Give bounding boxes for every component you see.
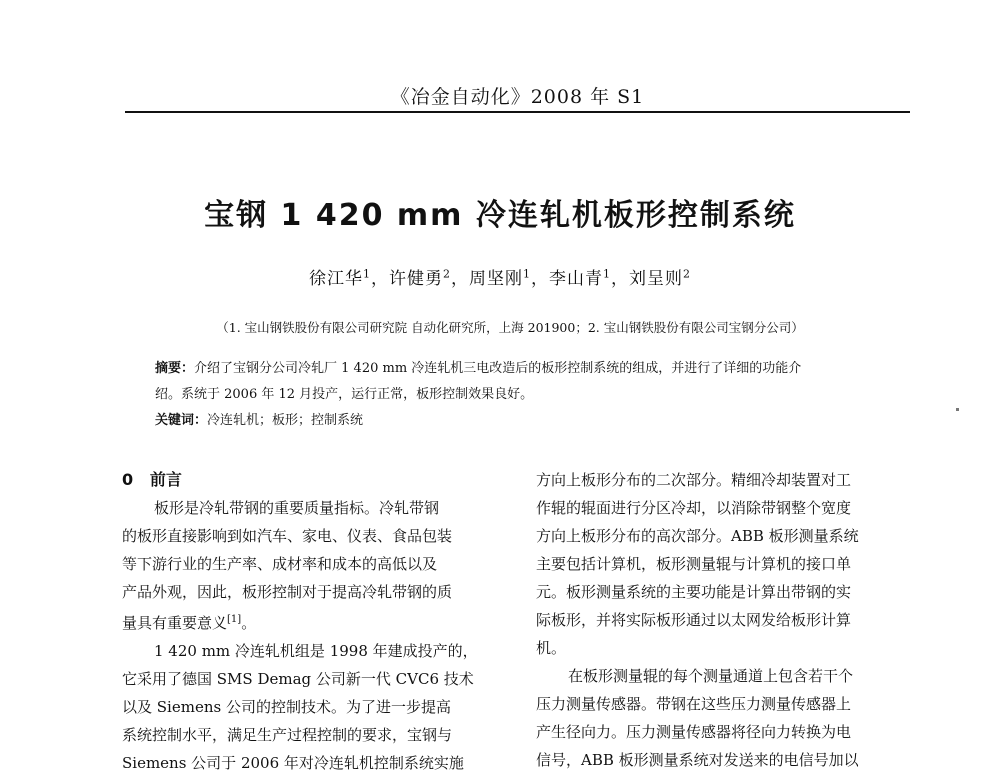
- scan-speck: [956, 408, 959, 411]
- body-line: [122, 606, 502, 637]
- body-line: 作辊的辊面进行分区冷却，以消除带钢整个宽度: [536, 499, 852, 517]
- abstract-text: 介绍了宝钢分公司冷轧厂 1 420 mm 冷连轧机三电改造后的板形控制系统的组成，并进行了详细的功能介: [194, 361, 802, 376]
- body-line: 以及 Siemens 公司的控制技术。为了进一步提高: [122, 698, 451, 716]
- author-name: 刘呈则: [629, 269, 683, 289]
- body-line: 方向上板形分布的二次部分。精细冷却装置对工: [536, 471, 852, 489]
- journal-header: 《冶金自动化》2008 年 S1: [390, 86, 645, 108]
- author-affiliation-mark: 1: [363, 267, 371, 281]
- body-line: Siemens 公司于 2006 年对冷连轧机控制系统实施: [122, 754, 464, 772]
- author-affiliation-mark: 1: [603, 267, 611, 281]
- keywords-label: 关键词：: [155, 413, 208, 428]
- body-line: 信号，ABB 板形测量系统对发送来的电信号加以: [536, 751, 859, 769]
- body-line: 元。板形测量系统的主要功能是计算出带钢的实: [536, 583, 852, 601]
- author-name: 许健勇: [389, 269, 443, 289]
- body-line: 压力测量传感器。带钢在这些压力测量传感器上: [536, 695, 852, 713]
- body-text: 量具有重要意义: [122, 614, 228, 632]
- author-affiliation-mark: 2: [443, 267, 451, 281]
- keywords-line: [155, 408, 885, 434]
- author-name: 徐江华: [309, 269, 363, 289]
- body-line: 产品外观，因此，板形控制对于提高冷轧带钢的质: [122, 583, 453, 601]
- affiliation: （1. 宝山钢铁股份有限公司研究院 自动化研究所，上海 201900；2. 宝山钢铁股份有限公司宝钢分公司）: [216, 320, 804, 335]
- keywords-text: 冷连轧机；板形；控制系统: [207, 413, 364, 428]
- abstract-block: [155, 356, 885, 434]
- author-affiliation-mark: 1: [523, 267, 531, 281]
- header-rule: [125, 111, 910, 113]
- body-line: 际板形，并将实际板形通过以太网发给板形计算: [536, 611, 852, 629]
- body-line: 板形是冷轧带钢的重要质量指标。冷轧带钢: [154, 499, 440, 517]
- body-line: 的板形直接影响到如汽车、家电、仪表、食品包装: [122, 527, 453, 545]
- body-line: 主要包括计算机，板形测量辊与计算机的接口单: [536, 555, 852, 573]
- body-line: 1 420 mm 冷连轧机组是 1998 年建成投产的，: [154, 642, 478, 660]
- body-line: 它采用了德国 SMS Demag 公司新一代 CVC6 技术: [122, 670, 474, 688]
- body-line: 等下游行业的生产率、成材率和成本的高低以及: [122, 555, 438, 573]
- right-column: [536, 466, 912, 774]
- body-line: 机。: [536, 639, 567, 657]
- abstract-line: [155, 356, 885, 382]
- body-line: 系统控制水平，满足生产过程控制的要求，宝钢与: [122, 726, 453, 744]
- section-heading: [122, 466, 502, 494]
- body-line: 在板形测量辊的每个测量通道上包含若干个: [568, 667, 854, 685]
- body-text: 。: [241, 614, 257, 632]
- body-line: 产生径向力。压力测量传感器将径向力转换为电: [536, 723, 852, 741]
- left-column: [122, 466, 502, 777]
- abstract-label: 摘要：: [155, 361, 195, 376]
- author-list: 徐江华$^1$，许健勇$^2$，周坚刚$^1$，李山青$^1$，刘呈则$^2$: [309, 267, 691, 289]
- body-line: 方向上板形分布的高次部分。ABB 板形测量系统: [536, 527, 859, 545]
- section-title: 前言: [149, 470, 182, 489]
- section-number: 0: [122, 470, 134, 489]
- author-name: 李山青: [549, 269, 603, 289]
- abstract-line: 绍。系统于 2006 年 12 月投产，运行正常，板形控制效果良好。: [155, 387, 534, 402]
- author-affiliation-mark: 2: [683, 267, 691, 281]
- citation-ref[interactable]: [1]: [227, 614, 242, 625]
- paper-title: 宝钢 1 420 mm 冷连轧机板形控制系统: [204, 198, 796, 233]
- author-name: 周坚刚: [469, 269, 523, 289]
